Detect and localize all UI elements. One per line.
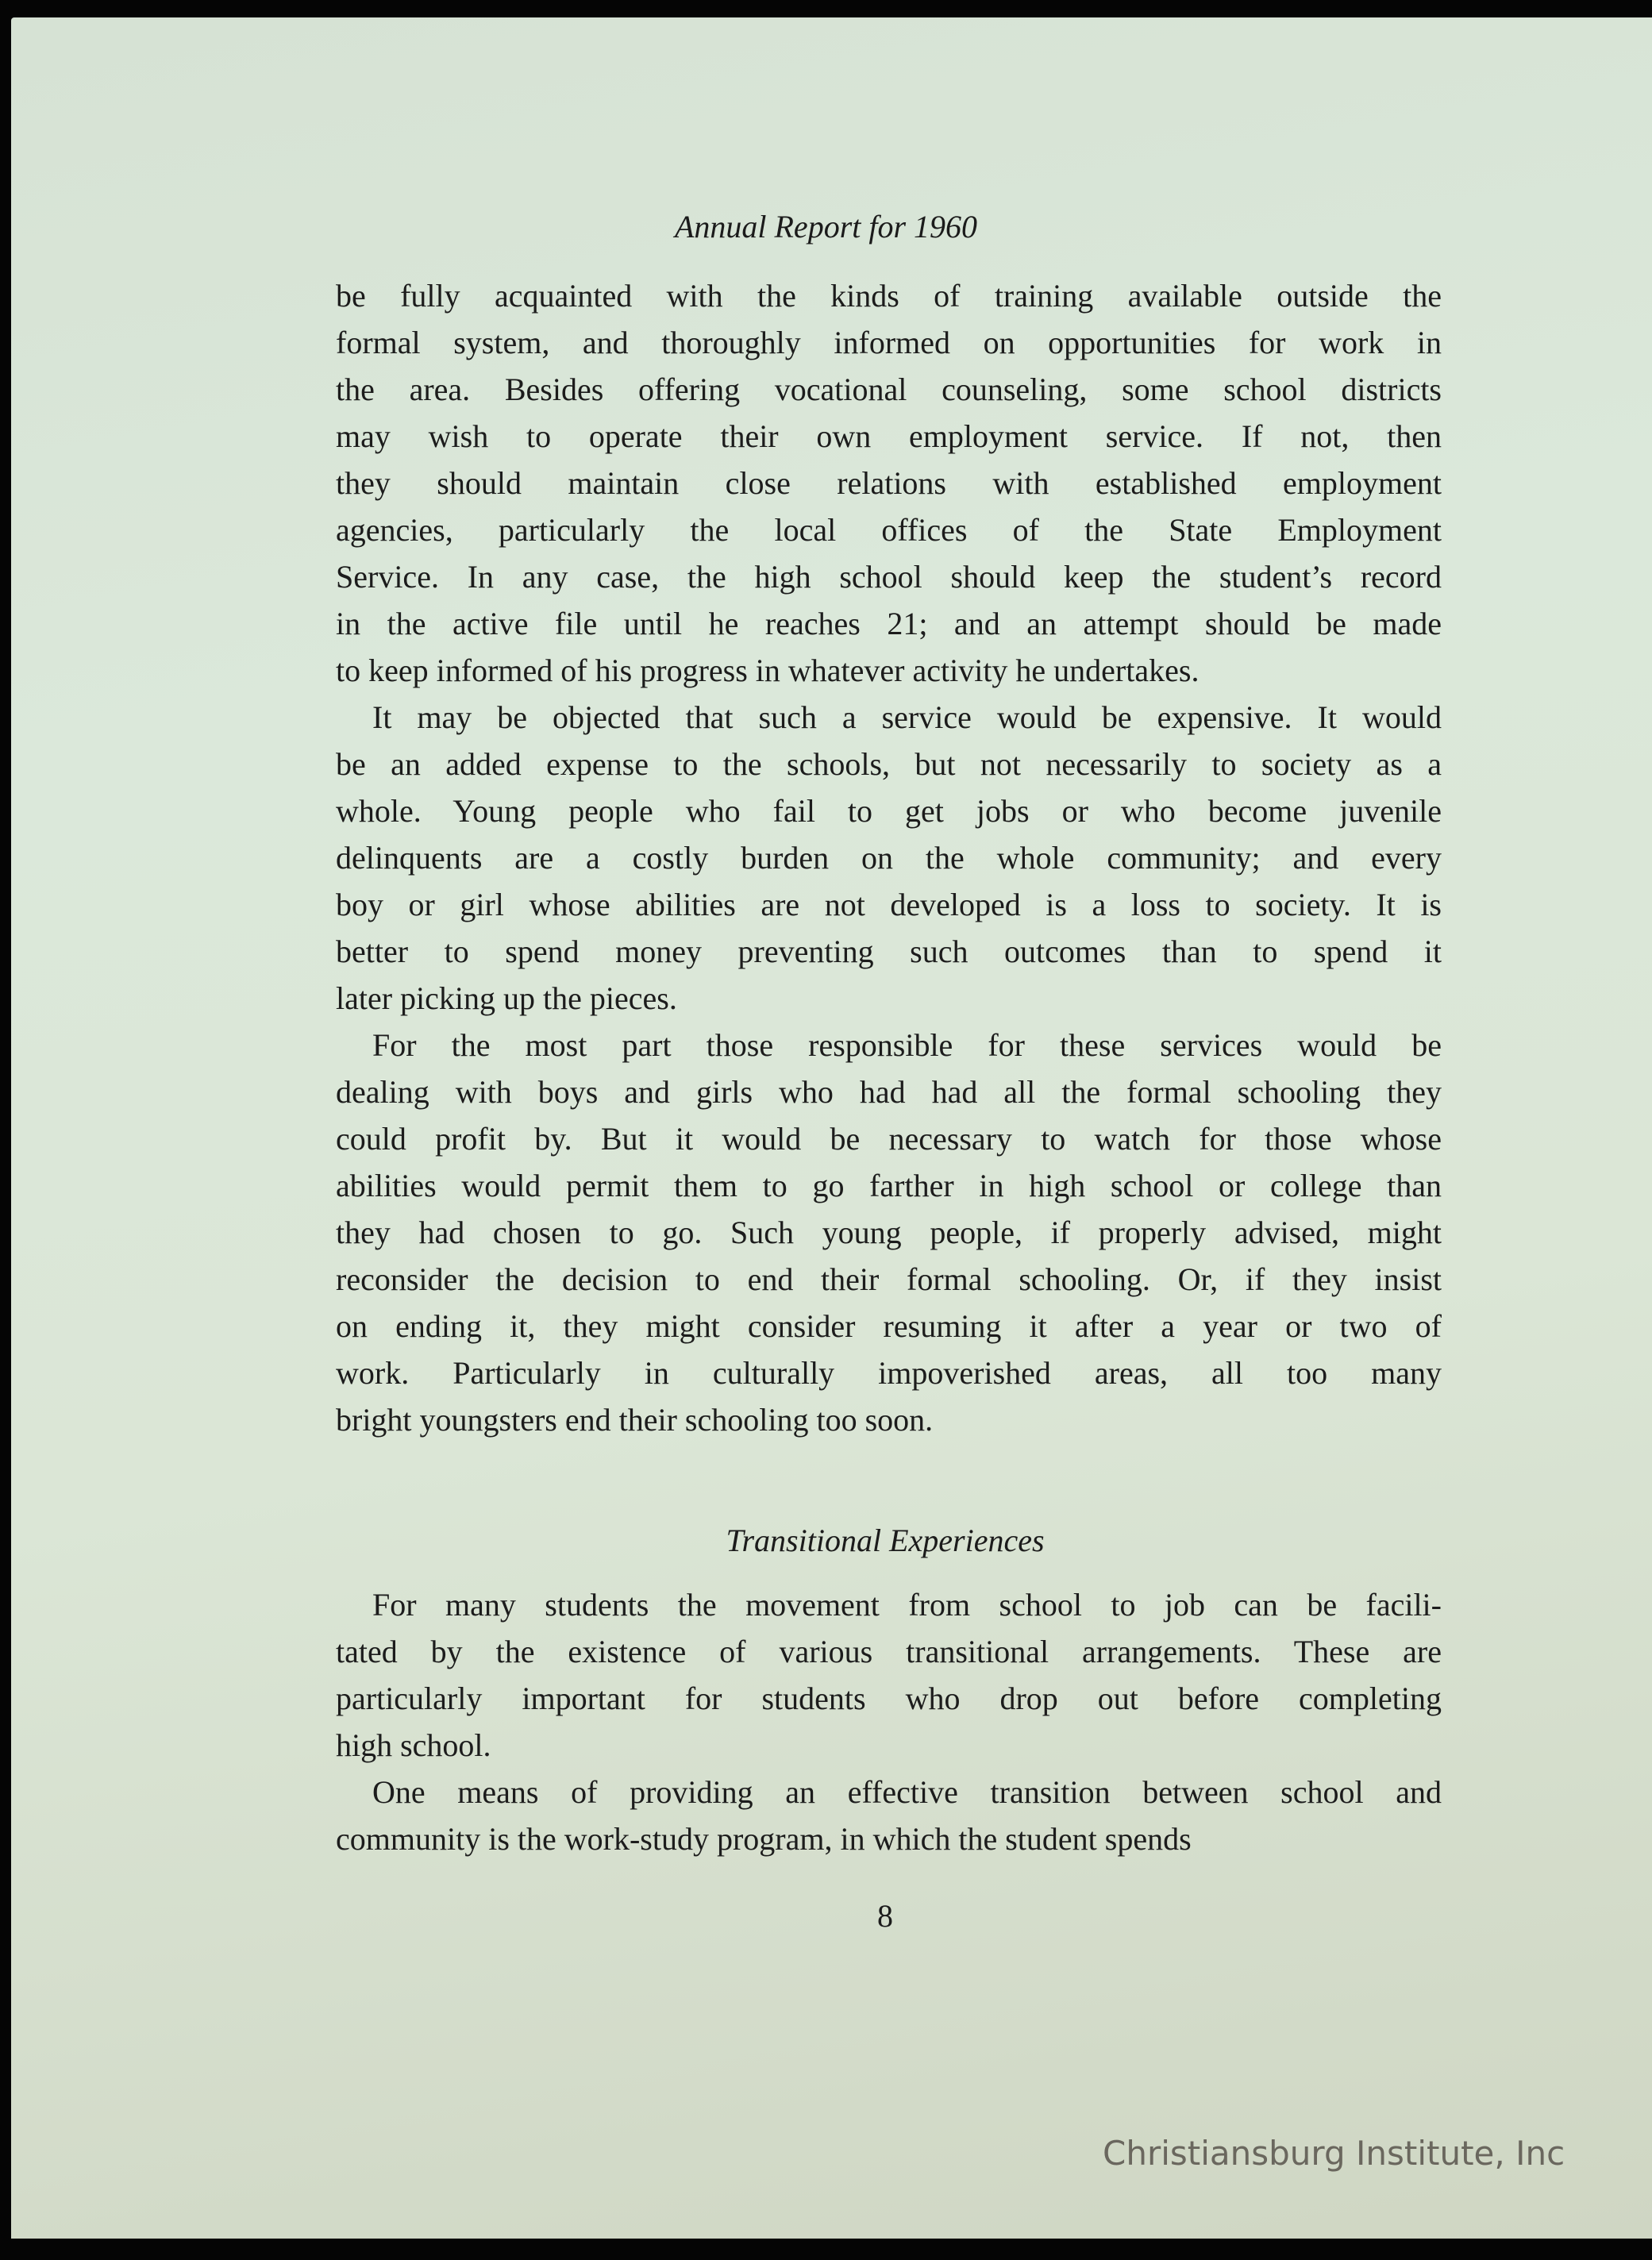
text-line: community is the work-study program, in which the student spends	[336, 1821, 1192, 1857]
text-line: better to spend money preventing such outcomes than to spend it	[336, 934, 1442, 969]
body-text-block-1	[336, 272, 1442, 1443]
text-line: be an added expense to the schools, but not necessarily to society as a	[336, 746, 1442, 782]
text-line: may wish to operate their own employment service. If not, then	[336, 418, 1442, 454]
text-line: delinquents are a costly burden on the whole community; and every	[336, 840, 1442, 876]
body-text-block-2	[336, 1581, 1442, 1862]
text-line: whole. Young people who fail to get jobs or who become juvenile	[336, 793, 1442, 829]
text-line: boy or girl whose abilities are not developed is a loss to society. It is	[336, 887, 1442, 922]
text-line: For many students the movement from school to job can be facili-	[372, 1587, 1442, 1623]
text-line: For the most part those responsible for these services would be	[372, 1027, 1442, 1063]
text-line: be fully acquainted with the kinds of training available outside the	[336, 278, 1442, 314]
text-line: dealing with boys and girls who had had all the formal schooling they	[336, 1074, 1442, 1110]
paragraph	[336, 1022, 1442, 1443]
text-line: Service. In any case, the high school should keep the student’s record	[336, 559, 1442, 595]
text-line: formal system, and thoroughly informed on opportunities for work in	[336, 325, 1442, 360]
running-header: Annual Report for 1960	[674, 209, 978, 244]
page-number: 8	[877, 1898, 893, 1934]
text-line: agencies, particularly the local offices of the State Employment	[336, 512, 1442, 548]
text-line: work. Particularly in culturally impoverished areas, all too many	[336, 1355, 1442, 1391]
text-line: reconsider the decision to end their formal schooling. Or, if they insist	[336, 1261, 1442, 1297]
text-line: One means of providing an effective transition between school and	[372, 1774, 1442, 1810]
text-line: they had chosen to go. Such young people, if properly advised, might	[336, 1215, 1442, 1250]
watermark: Christiansburg Institute, Inc	[1103, 2134, 1565, 2173]
text-line: tated by the existence of various transitional arrangements. These are	[336, 1634, 1442, 1669]
section-heading: Transitional Experiences	[726, 1523, 1045, 1558]
paragraph	[336, 1769, 1442, 1862]
text-line: later picking up the pieces.	[336, 980, 677, 1016]
text-line: to keep informed of his progress in whatever activity he undertakes.	[336, 653, 1200, 688]
text-line: in the active file until he reaches 21; and an attempt should be made	[336, 606, 1442, 641]
paragraph	[336, 272, 1442, 694]
paragraph	[336, 694, 1442, 1022]
text-line: particularly important for students who drop out before completing	[336, 1681, 1442, 1716]
text-line: the area. Besides offering vocational counseling, some school districts	[336, 372, 1442, 407]
text-line: they should maintain close relations with established employment	[336, 465, 1442, 501]
text-line: abilities would permit them to go farther in high school or college than	[336, 1168, 1442, 1203]
text-line: on ending it, they might consider resuming it after a year or two of	[336, 1308, 1442, 1344]
text-line: It may be objected that such a service would be expensive. It would	[372, 699, 1442, 735]
text-line: could profit by. But it would be necessary to watch for those whose	[336, 1121, 1442, 1157]
paragraph	[336, 1581, 1442, 1769]
text-line: high school.	[336, 1727, 491, 1763]
text-line: bright youngsters end their schooling too soon.	[336, 1402, 934, 1438]
